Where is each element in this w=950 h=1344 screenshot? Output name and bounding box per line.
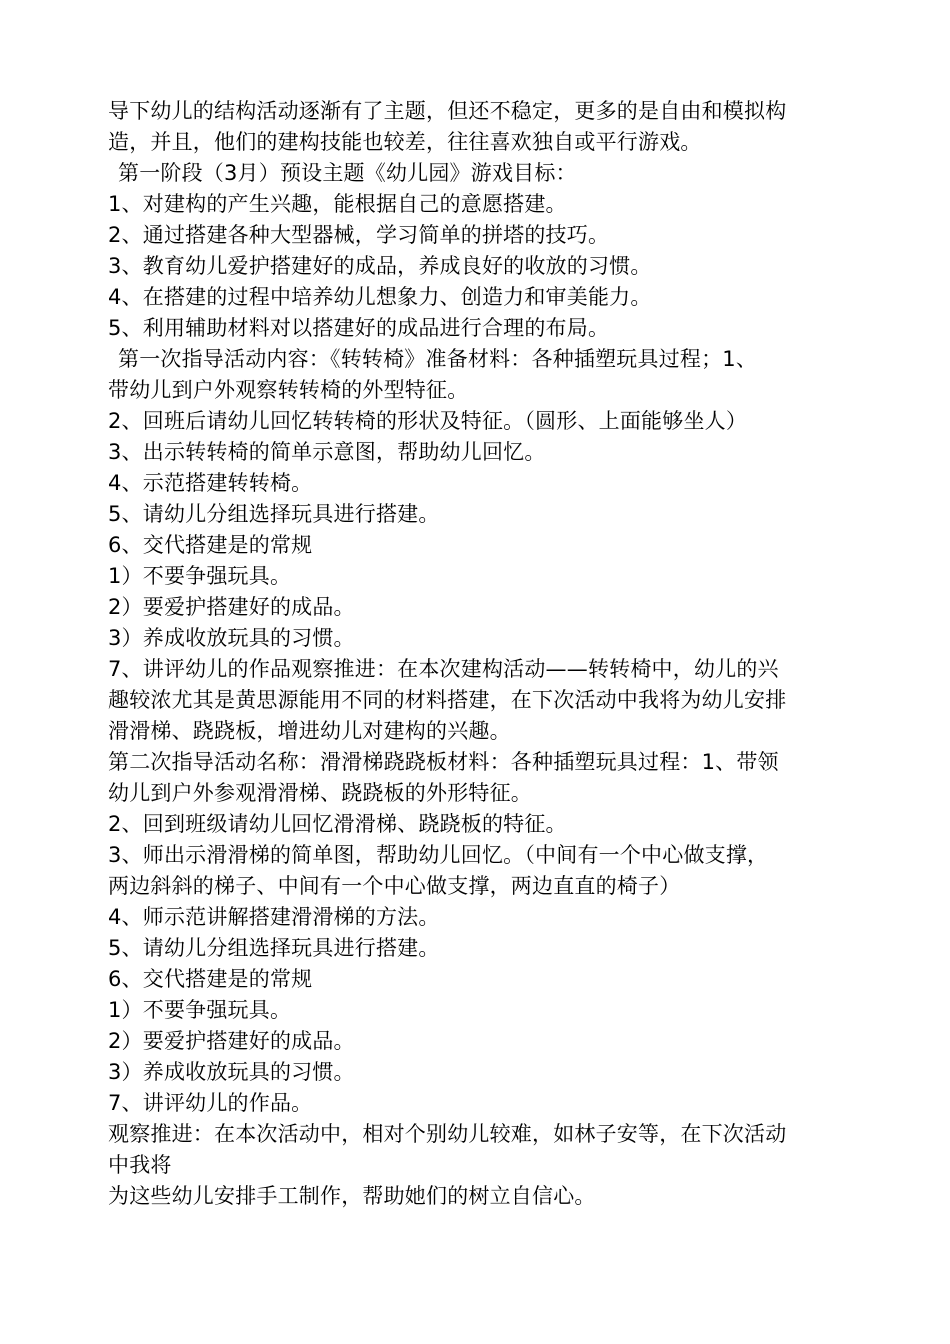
list-item: 4、师示范讲解搭建滑滑梯的方法。	[108, 905, 440, 929]
text-line: 幼儿到户外参观滑滑梯、跷跷板的外形特征。	[108, 781, 532, 805]
document-body	[108, 96, 868, 1212]
list-item: 4、在搭建的过程中培养幼儿想象力、创造力和审美能力。	[108, 285, 652, 309]
list-item: 5、请幼儿分组选择玩具进行搭建。	[108, 502, 440, 526]
sub-list-item: 3）养成收放玩具的习惯。	[108, 1060, 355, 1084]
text-line: 带幼儿到户外观察转转椅的外型特征。	[108, 378, 469, 402]
list-item: 3、师出示滑滑梯的简单图，帮助幼儿回忆。（中间有一个中心做支撑，	[108, 843, 769, 867]
list-item: 1、对建构的产生兴趣，能根据自己的意愿搭建。	[108, 192, 567, 216]
list-item: 3、出示转转椅的简单示意图，帮助幼儿回忆。	[108, 440, 546, 464]
list-item: 5、请幼儿分组选择玩具进行搭建。	[108, 936, 440, 960]
sub-list-item: 2）要爱护搭建好的成品。	[108, 595, 355, 619]
text-line: 滑滑梯、跷跷板，增进幼儿对建构的兴趣。	[108, 719, 511, 743]
list-item: 3、教育幼儿爱护搭建好的成品，养成良好的收放的习惯。	[108, 254, 652, 278]
sub-list-item: 2）要爱护搭建好的成品。	[108, 1029, 355, 1053]
list-item: 6、交代搭建是的常规	[108, 533, 313, 557]
list-item: 2、通过搭建各种大型器械，学习简单的拼塔的技巧。	[108, 223, 610, 247]
text-line: 趣较浓尤其是黄思源能用不同的材料搭建，在下次活动中我将为幼儿安排	[108, 688, 787, 712]
list-item: 4、示范搭建转转椅。	[108, 471, 313, 495]
sub-list-item: 1）不要争强玩具。	[108, 998, 292, 1022]
text-line: 为这些幼儿安排手工制作，帮助她们的树立自信心。	[108, 1184, 596, 1208]
list-item: 7、讲评幼儿的作品。	[108, 1091, 313, 1115]
text-line: 两边斜斜的梯子、中间有一个中心做支撑，两边直直的椅子）	[108, 874, 681, 898]
text-line: 导下幼儿的结构活动逐渐有了主题，但还不稳定，更多的是自由和模拟构	[108, 99, 787, 123]
sub-list-item: 1）不要争强玩具。	[108, 564, 292, 588]
activity-heading: 第二次指导活动名称：滑滑梯跷跷板材料：各种插塑玩具过程：1、带领	[108, 750, 779, 774]
text-line: 观察推进：在本次活动中，相对个别幼儿较难，如林子安等，在下次活动	[108, 1122, 787, 1146]
text-line: 造，并且，他们的建构技能也较差，往往喜欢独自或平行游戏。	[108, 130, 702, 154]
list-item: 6、交代搭建是的常规	[108, 967, 313, 991]
section-heading: 第一阶段（3月）预设主题《幼儿园》游戏目标：	[118, 161, 577, 185]
activity-heading: 第一次指导活动内容：《转转椅》准备材料：各种插塑玩具过程；1、	[118, 347, 758, 371]
list-item: 2、回班后请幼儿回忆转转椅的形状及特征。（圆形、上面能够坐人）	[108, 409, 748, 433]
list-item: 5、利用辅助材料对以搭建好的成品进行合理的布局。	[108, 316, 610, 340]
text-line: 中我将	[108, 1153, 172, 1177]
sub-list-item: 3）养成收放玩具的习惯。	[108, 626, 355, 650]
list-item: 2、回到班级请幼儿回忆滑滑梯、跷跷板的特征。	[108, 812, 567, 836]
list-item: 7、讲评幼儿的作品观察推进：在本次建构活动——转转椅中，幼儿的兴	[108, 657, 779, 681]
